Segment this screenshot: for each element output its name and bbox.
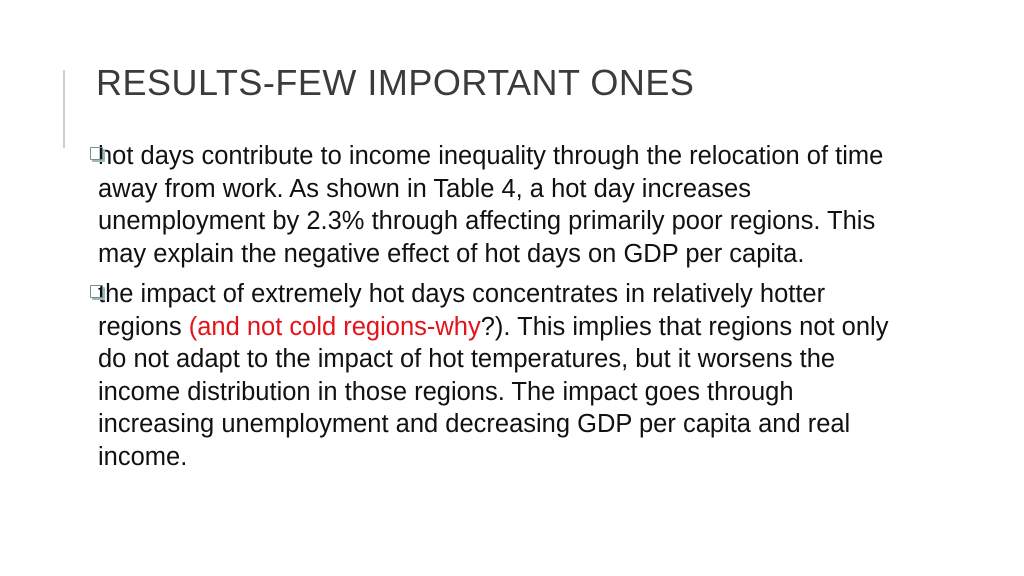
bullet-2-text-after: ?). This implies that regions not only do not adapt to the impact of hot temperatures, but it worsens the income distribution in those regions. The impact goes through increasing unemployment and decreasing GDP per capita and real income. (98, 312, 889, 471)
bullet-2-text-before: the impact of extremely hot days concentrates in relatively hotter regions (98, 280, 826, 341)
hollow-square-bullet-icon (90, 285, 103, 298)
bullet-list (98, 140, 908, 481)
bullet-item-1 (98, 140, 908, 270)
slide-title: RESULTS-FEW IMPORTANT ONES (96, 62, 695, 103)
bullet-1-text: hot days contribute to income inequality through the relocation of time away from work. As shown in Table 4, a hot day increases unemployment by 2.3% through affecting primarily poor regions. This may explain the negative effect of hot days on GDP per capita. (98, 142, 884, 268)
bullet-item-2 (98, 278, 908, 473)
accent-divider-line (63, 70, 65, 148)
hollow-square-bullet-icon (90, 147, 103, 160)
bullet-2-highlight-text: (and not cold regions-why (188, 312, 481, 341)
